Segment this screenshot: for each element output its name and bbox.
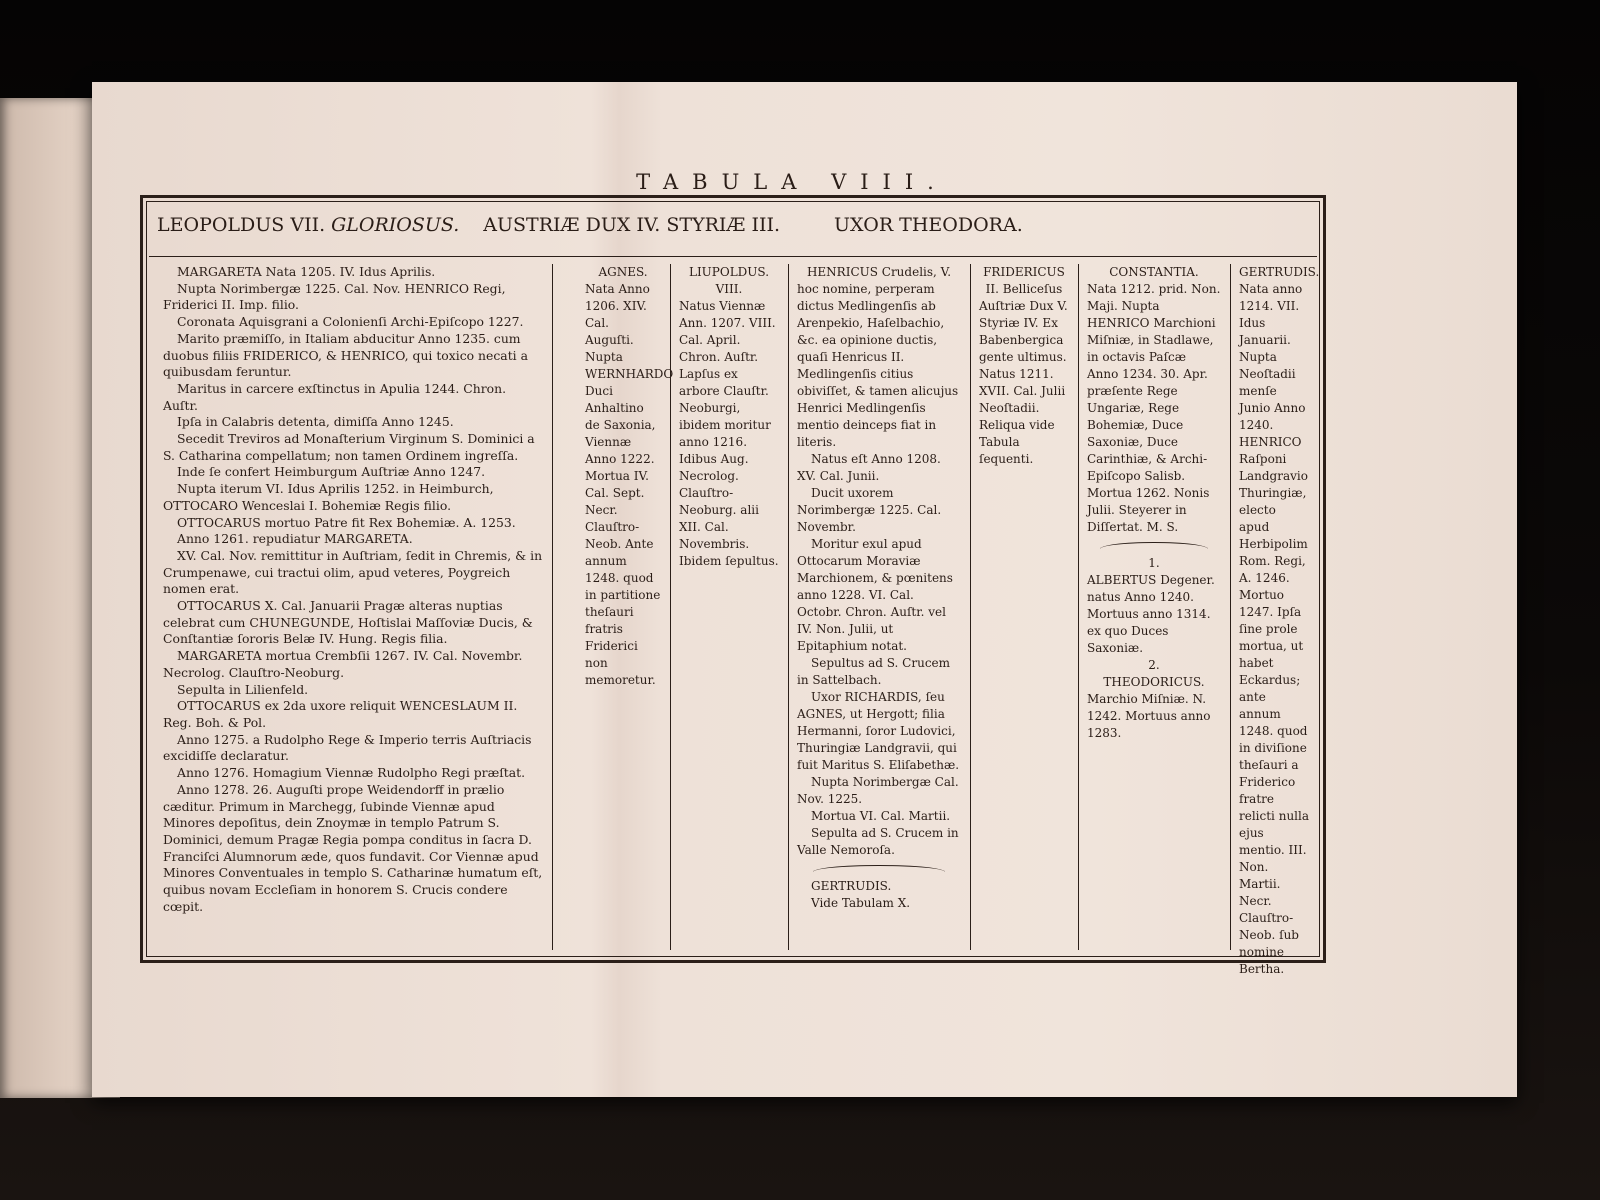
henricus-paragraph: hoc nomine, perperam dictus Medlingenſis ab Arenpekio, Haſelbachio, &c. ea opinione ductis, quaſi Henricus II. Medlingenſis citius obiviſſet, & tamen alicujus Henrici Medlingenſis mentio deinceps fiat in literis. [797, 282, 959, 449]
henricus-paragraph: Sepultus ad S. Crucem in Sattelbach. [797, 656, 951, 687]
column-margareta [157, 264, 549, 950]
column-gertrudis [1233, 264, 1320, 976]
margareta-paragraph: OTTOCARUS X. Cal. Januarii Pragæ alteras nuptias celebrat cum CHUNEGUNDE, Hoſtislai Maſſoviæ Ducis, & Conſtantiæ ſororis Belæ IV. Hung. Regis filia. [163, 598, 533, 647]
column-divider [970, 264, 971, 950]
title-name: LEOPOLDUS VII. [157, 214, 326, 236]
column-henricus [791, 264, 967, 950]
gertrudis-ref-head: GERTRUDIS. [811, 879, 892, 893]
gertrudis-text: Nata anno 1214. VII. Idus Januarii. Nupta Neoſtadii menſe Junio Anno 1240. HENRICO Raſponi Landgravio Thuringiæ, electo apud Herbipolim Rom. Regi, A. 1246. Mortuo 1247. Ipſa ſine prole mortua, ut habet Eckardus; ante annum 1248. quod in diviſione theſauri a Friderico fratre relicti nulla ejus mentio. III. Non. Martii. Necr. Clauſtro-Neob. ſub nomine Bertha. [1239, 282, 1309, 976]
fridericus-text: Auſtriæ Dux V. Styriæ IV. Ex Babenbergica gente ultimus. Natus 1211. XVII. Cal. Julii Neoſtadii. Reliqua vide Tabula ſequenti. [979, 299, 1068, 466]
margareta-paragraph: Anno 1275. a Rudolpho Rege & Imperio terris Auſtriacis excidiſſe declaratur. [163, 731, 532, 764]
margareta-paragraph: Maritus in carcere exſtinctus in Apulia 1244. Chron. Auſtr. [163, 380, 507, 413]
margareta-paragraph: MARGARETA Nata 1205. IV. Idus Aprilis. [177, 264, 436, 279]
liupoldus-head: LIUPOLDUS. VIII. [688, 265, 770, 296]
margareta-paragraph: Marito præmiſſo, in Italiam abducitur Anno 1235. cum duobus filiis FRIDERICO, & HENRICO, qui toxico necati a quibusdam feruntur. [163, 330, 528, 380]
margareta-paragraph: XV. Cal. Nov. remittitur in Auſtriam, ſedit in Chremis, & in Crumpenawe, cui tractui olim, apud veteres, Poygreich nomen erat. [163, 547, 543, 597]
column-constantia [1081, 264, 1227, 950]
margareta-paragraph: MARGARETA mortua Crembſii 1267. IV. Cal. Novembr. Necrolog. Clauſtro-Neoburg. [163, 648, 523, 680]
constantia-head: CONSTANTIA. [1109, 265, 1199, 279]
column-divider [670, 264, 671, 950]
column-divider [788, 264, 789, 950]
constantia-text: Nata 1212. prid. Non. Maji. Nupta HENRICO Marchioni Miſniæ, in Stadlawe, in octavis Paſcæ Anno 1234. 30. Apr. præſente Rege Ungariæ, Rege Bohemiæ, Duce Saxoniæ, Duce Carinthiæ, & Archi-Epiſcopo Salisb. Mortua 1262. Nonis Julii. Steyerer in Diſſertat. M. S. [1087, 282, 1221, 534]
liupoldus-text: Natus Viennæ Ann. 1207. VIII. Cal. April. Chron. Auſtr. Lapſus ex arbore Clauſtr. Neoburgi, ibidem moritur anno 1216. Idibus Aug. Necrolog. Clauſtro-Neoburg. alii XII. Cal. Novembris. Ibidem ſepultus. [679, 299, 779, 568]
margareta-paragraph: Nupta Norimbergæ 1225. Cal. Nov. HENRICO Regi, Friderici II. Imp. filio. [163, 280, 506, 313]
henricus-paragraph: Natus eſt Anno 1208. XV. Cal. Junii. [797, 452, 941, 483]
henricus-paragraph: Nupta Norimbergæ Cal. Nov. 1225. [797, 775, 959, 806]
ornamental-rule [813, 865, 944, 872]
margareta-paragraph: Nupta iterum VI. Idus Aprilis 1252. in Heimburch, OTTOCARO Wenceslai I. Bohemiæ Regis filio. [163, 481, 494, 513]
column-divider [1230, 264, 1231, 950]
folded-table-sheet [92, 82, 1517, 1097]
margareta-paragraph: Anno 1278. 26. Auguſti prope Weidendorff in prælio cæditur. Primum in Marchegg, ſubinde Viennæ apud Minores depoſitus, dein Znoymæ in templo Patrum S. Dominici, demum Pragæ Regia pompa conditus in ſacra D. Franciſci Alumnorum æde, quos fundavit. Cor Viennæ apud Minores Conventuales in templo S. Catharinæ humatum eſt, quibus novam Eccleſiam in honorem S. Crucis condere cœpit. [163, 781, 543, 914]
henricus-paragraphs [797, 281, 961, 859]
agnes-text: Nata Anno 1206. XIV. Cal. Auguſti. Nupta WERNHARDO Duci Anhaltino de Saxonia, Viennæ Anno 1222. Mortua IV. Cal. Sept. Necr. Clauſtro-Neob. Ante annum 1248. quod in partitione theſauri fratris Friderici non memoretur. [585, 282, 674, 687]
gertrudis-ref-text: Vide Tabulam X. [811, 896, 911, 910]
genealogy-frame [140, 195, 1326, 976]
gertrudis-head: GERTRUDIS. [1239, 265, 1320, 279]
column-divider [1078, 264, 1079, 950]
henricus-head: HENRICUS Crudelis, V. [806, 265, 952, 279]
margareta-paragraph: Sepulta in Lilienfeld. [177, 681, 309, 697]
ornamental-rule [1100, 542, 1207, 549]
child-number-1: 1. [1148, 556, 1160, 570]
margareta-paragraph: Inde ſe confert Heimburgum Auſtriæ Anno 1247. [177, 464, 486, 480]
fridericus-head: FRIDERICUS II. Belliceſus [983, 265, 1065, 296]
column-liupoldus [673, 264, 785, 950]
margareta-paragraph: OTTOCARUS mortuo Patre fit Rex Bohemiæ. A. 1253. [177, 514, 516, 530]
title-rule [149, 256, 1317, 257]
column-agnes [579, 264, 674, 950]
margareta-paragraph: OTTOCARUS ex 2da uxore reliquit WENCESLAUM II. Reg. Boh. & Pol. [163, 698, 518, 730]
theodoricus-head: THEODORICUS. [1103, 675, 1205, 689]
title-titles: AUSTRIÆ DUX IV. STYRIÆ III. [483, 214, 781, 236]
henricus-paragraph: Ducit uxorem Norimbergæ 1225. Cal. Novembr. [797, 486, 942, 534]
margareta-paragraph: Coronata Aquisgrani a Colonienſi Archi-Epiſcopo 1227. [177, 314, 524, 330]
agnes-head: AGNES. [598, 265, 648, 279]
margareta-paragraph: Anno 1261. repudiatur MARGARETA. [177, 531, 413, 547]
child-number-2: 2. [1148, 658, 1160, 672]
henricus-paragraph: Sepulta ad S. Crucem in Valle Nemoroſa. [797, 826, 959, 857]
margareta-paragraph: Secedit Treviros ad Monaſterium Virginum S. Dominici a S. Catharina compellatum; non tamen Ordinem ingreſſa. [163, 431, 535, 463]
column-divider [552, 264, 553, 950]
henricus-paragraph: Moritur exul apud Ottocarum Moraviæ Marchionem, & pœnitens anno 1228. VI. Cal. Octobr. Chron. Auſtr. vel IV. Non. Julii, ut Epitaphium notat. [797, 537, 953, 653]
column-fridericus [973, 264, 1075, 950]
theodoricus-text: Marchio Miſniæ. N. 1242. Mortuus anno 1283. [1087, 692, 1211, 740]
margareta-paragraph: Ipſa in Calabris detenta, dimiſſa Anno 1245. [177, 414, 454, 430]
table-heading: TABULA VIII. [636, 170, 948, 194]
title-epithet: GLORIOSUS. [331, 214, 460, 236]
title-uxor: UXOR THEODORA. [834, 214, 1023, 236]
henricus-paragraph: Uxor RICHARDIS, ſeu AGNES, ut Hergott; filia Hermanni, ſoror Ludovici, Thuringiæ Landgravii, qui fuit Maritus S. Eliſabethæ. [797, 690, 960, 772]
albertus-text: ALBERTUS Degener. natus Anno 1240. Mortuus anno 1314. ex quo Duces Saxoniæ. [1087, 573, 1215, 655]
title-row [157, 214, 1309, 252]
henricus-paragraph: Mortua VI. Cal. Martii. [811, 809, 951, 823]
margareta-paragraph: Anno 1276. Homagium Viennæ Rudolpho Regi præſtat. [177, 765, 526, 781]
